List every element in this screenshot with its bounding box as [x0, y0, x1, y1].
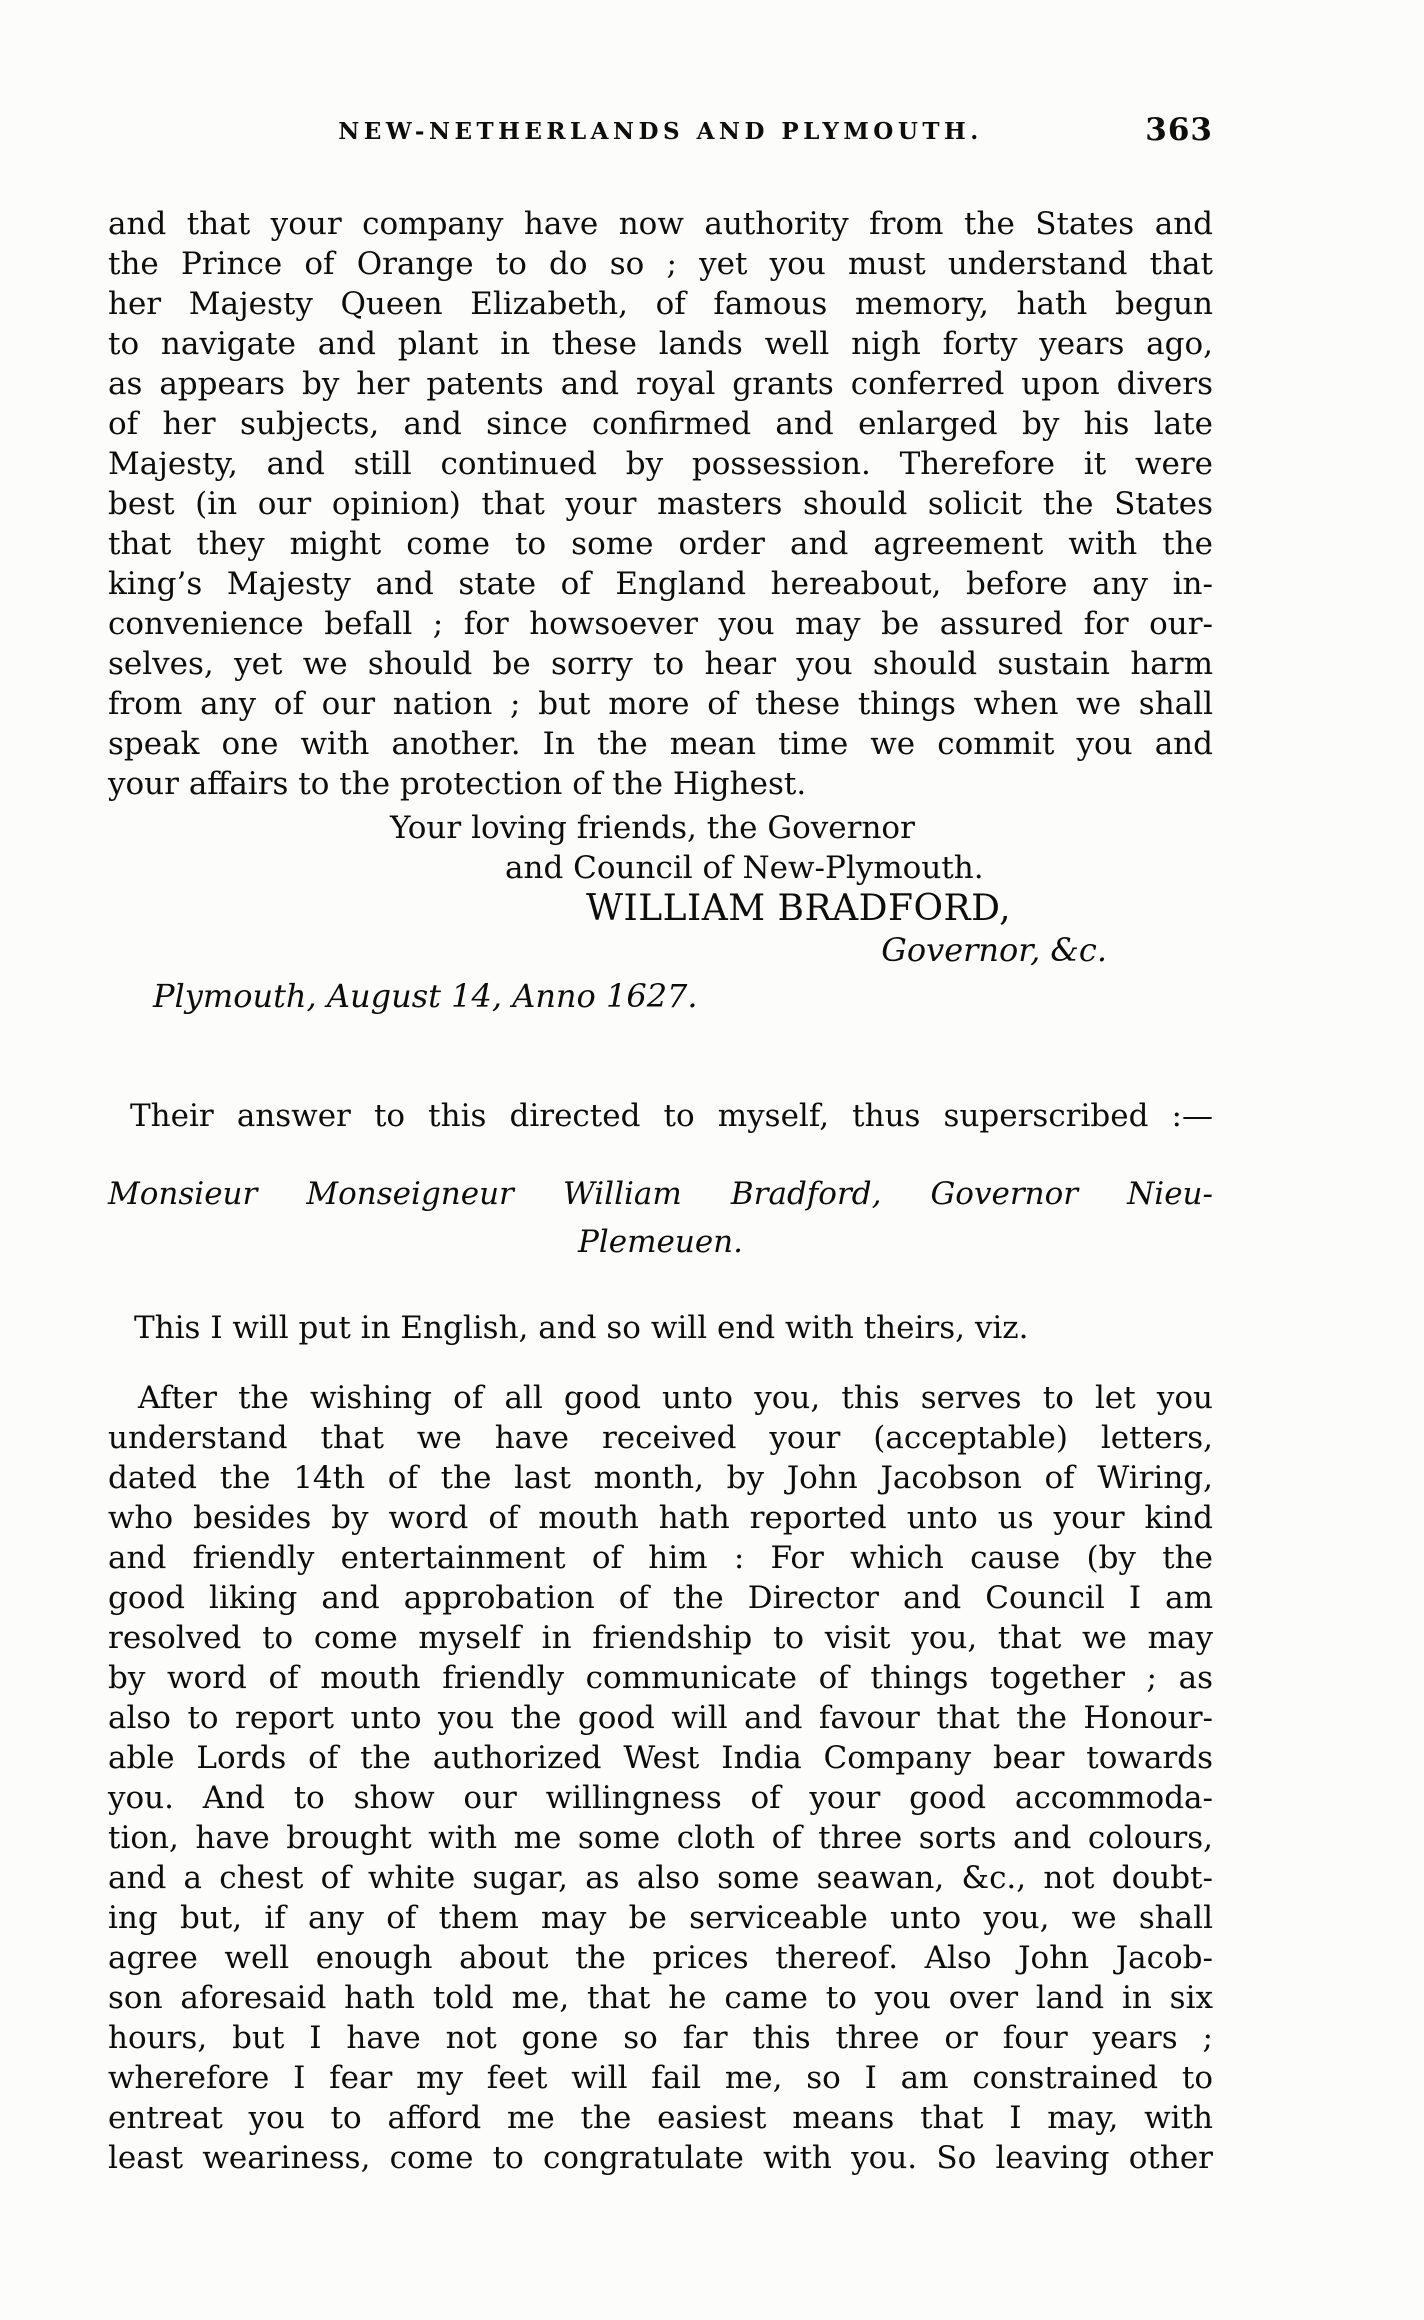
- text-line: selves, yet we should be sorry to hear you should sustain harm: [108, 646, 1213, 682]
- text-line: and a chest of white sugar, as also some seawan, &c., not doubt-: [108, 1860, 1213, 1896]
- signature-name: WILLIAM BRADFORD,: [586, 888, 1012, 929]
- answer-introduction: Their answer to this directed to myself, thus superscribed :—: [130, 1098, 1213, 1134]
- text-line: who besides by word of mouth hath reported unto us your kind: [108, 1500, 1213, 1536]
- text-line: king’s Majesty and state of England hereabout, before any in-: [108, 566, 1213, 602]
- text-line: her Majesty Queen Elizabeth, of famous memory, hath begun: [108, 286, 1213, 322]
- text-line: by word of mouth friendly communicate of things together ; as: [108, 1660, 1213, 1696]
- text-line: speak one with another. In the mean time we commit you and: [108, 726, 1213, 762]
- signature-block: [108, 808, 1213, 1016]
- signature-office: Governor, &c.: [881, 931, 1107, 969]
- text-line: able Lords of the authorized West India Company bear towards: [108, 1740, 1213, 1776]
- text-line: of her subjects, and since confirmed and enlarged by his late: [108, 406, 1213, 442]
- text-line: you. And to show our willingness of your good accommoda-: [108, 1780, 1213, 1816]
- running-title: NEW-NETHERLANDS AND PLYMOUTH.: [338, 118, 983, 145]
- text-line: wherefore I fear my feet will fail me, so I am constrained to: [108, 2060, 1213, 2096]
- text-line: to navigate and plant in these lands well nigh forty years ago,: [108, 326, 1213, 362]
- superscription-line-1: Monsieur Monseigneur William Bradford, Governor Nieu-: [108, 1176, 1213, 1212]
- text-line: understand that we have received your (acceptable) letters,: [108, 1420, 1213, 1456]
- text-line: best (in our opinion) that your masters should solicit the States: [108, 486, 1213, 522]
- answer-letter-paragraph: [108, 1378, 1213, 2178]
- text-line: the Prince of Orange to do so ; yet you must understand that: [108, 246, 1213, 282]
- text-line: least weariness, come to congratulate with you. So leaving other: [108, 2140, 1213, 2176]
- text-line: and that your company have now authority from the States and: [108, 206, 1213, 242]
- text-line: dated the 14th of the last month, by John Jacobson of Wiring,: [108, 1460, 1213, 1496]
- text-line: and friendly entertainment of him : For which cause (by the: [108, 1540, 1213, 1576]
- signature-salutation-line-1: Your loving friends, the Governor: [390, 810, 915, 846]
- text-line: convenience befall ; for howsoever you may be assured for our-: [108, 606, 1213, 642]
- text-line: good liking and approbation of the Director and Council I am: [108, 1580, 1213, 1616]
- text-line: from any of our nation ; but more of these things when we shall: [108, 686, 1213, 722]
- text-line: tion, have brought with me some cloth of three sorts and colours,: [108, 1820, 1213, 1856]
- text-line: resolved to come myself in friendship to visit you, that we may: [108, 1620, 1213, 1656]
- text-line: as appears by her patents and royal grants conferred upon divers: [108, 366, 1213, 402]
- text-block: [108, 112, 1213, 2178]
- text-line: also to report unto you the good will and favour that the Honour-: [108, 1700, 1213, 1736]
- page-header: [108, 112, 1213, 154]
- text-line: agree well enough about the prices thereof. Also John Jacob-: [108, 1940, 1213, 1976]
- translation-note: This I will put in English, and so will end with theirs, viz.: [134, 1310, 1029, 1346]
- text-line: hours, but I have not gone so far this three or four years ;: [108, 2020, 1213, 2056]
- letter-body-paragraph: [108, 204, 1213, 804]
- superscription-line-2: Plemeuen.: [578, 1224, 743, 1260]
- text-line: son aforesaid hath told me, that he came to you over land in six: [108, 1980, 1213, 2016]
- text-line: Majesty, and still continued by possession. Therefore it were: [108, 446, 1213, 482]
- page-number: 363: [1145, 112, 1213, 148]
- text-line: After the wishing of all good unto you, this serves to let you: [138, 1380, 1213, 1416]
- superscription-block: [108, 1170, 1213, 1266]
- signature-salutation-line-2: and Council of New-Plymouth.: [505, 850, 984, 886]
- text-line: ing but, if any of them may be serviceable unto you, we shall: [108, 1900, 1213, 1936]
- text-line: entreat you to afford me the easiest means that I may, with: [108, 2100, 1213, 2136]
- text-line: that they might come to some order and agreement with the: [108, 526, 1213, 562]
- letter-dateline: Plymouth, August 14, Anno 1627.: [153, 977, 698, 1015]
- text-line: your affairs to the protection of the Highest.: [108, 766, 807, 802]
